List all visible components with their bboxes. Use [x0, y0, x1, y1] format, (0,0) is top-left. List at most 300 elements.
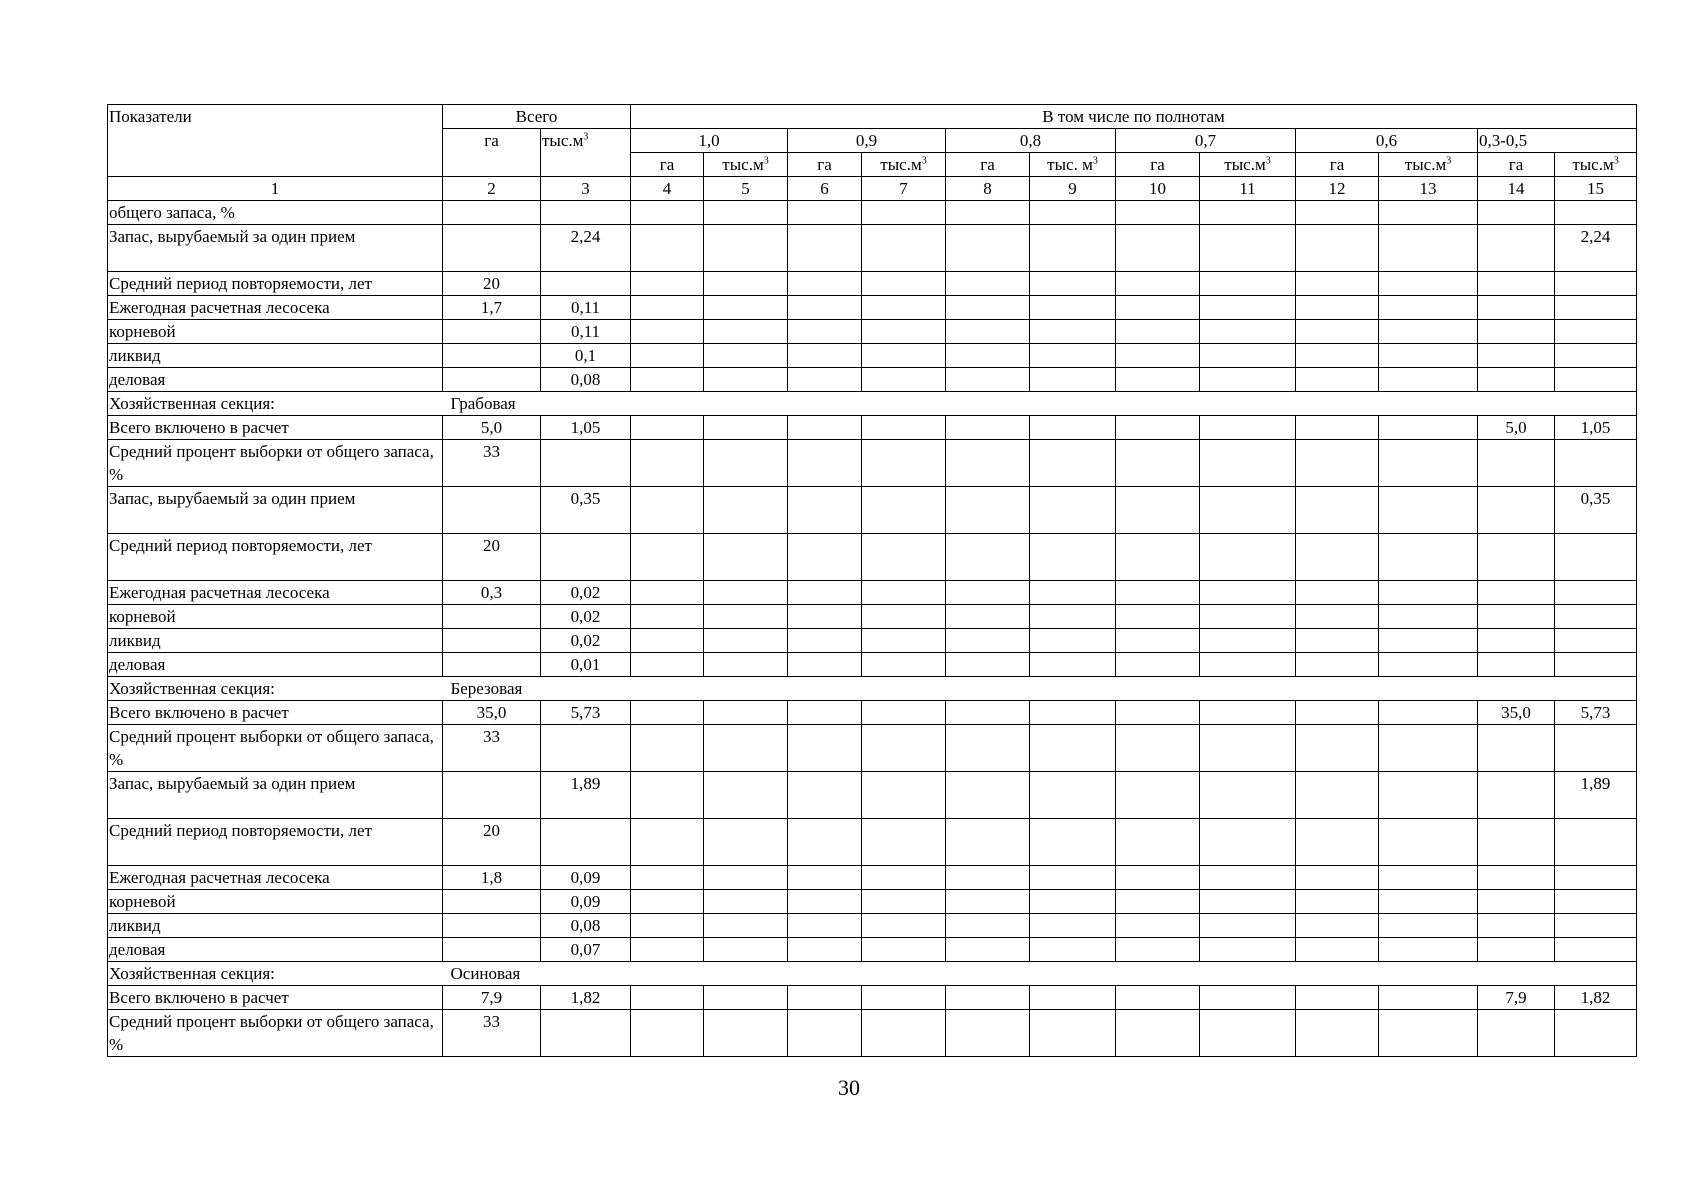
table-cell: 0,1 [541, 344, 631, 368]
table-cell [862, 938, 946, 962]
table-row [108, 581, 1637, 605]
row-label: корневой [108, 605, 443, 629]
table-cell [1200, 605, 1296, 629]
column-number: 8 [946, 177, 1030, 201]
table-cell [631, 225, 704, 272]
table-cell [1555, 201, 1637, 225]
column-number: 12 [1296, 177, 1379, 201]
table-cell [788, 416, 862, 440]
table-row [108, 344, 1637, 368]
table-cell [1478, 272, 1555, 296]
section-name: Осиновая [443, 962, 1637, 986]
table-cell [704, 866, 788, 890]
table-row [108, 1010, 1637, 1057]
table-cell [1379, 819, 1478, 866]
table-cell [704, 296, 788, 320]
table-cell [1116, 296, 1200, 320]
table-cell [1030, 605, 1116, 629]
column-number: 6 [788, 177, 862, 201]
table-cell [862, 819, 946, 866]
table-cell [788, 938, 862, 962]
table-cell [1030, 986, 1116, 1010]
column-number: 4 [631, 177, 704, 201]
table-cell [1379, 938, 1478, 962]
table-cell [862, 581, 946, 605]
table-cell [946, 487, 1030, 534]
table-cell [862, 725, 946, 772]
table-cell [1030, 914, 1116, 938]
table-cell [704, 986, 788, 1010]
table-cell [443, 914, 541, 938]
table-cell [1030, 629, 1116, 653]
table-cell [704, 201, 788, 225]
table-cell [1478, 201, 1555, 225]
table-cell [788, 701, 862, 725]
table-cell [1555, 866, 1637, 890]
table-cell [788, 890, 862, 914]
table-cell [1555, 272, 1637, 296]
table-cell [788, 629, 862, 653]
table-cell [704, 320, 788, 344]
table-cell [1296, 344, 1379, 368]
row-label: деловая [108, 653, 443, 677]
table-cell [631, 819, 704, 866]
table-cell [1296, 440, 1379, 487]
table-row [108, 201, 1637, 225]
table-cell [1478, 725, 1555, 772]
table-cell [631, 890, 704, 914]
table-cell [1379, 320, 1478, 344]
header-unit-ha: га [1296, 153, 1379, 177]
table-cell [704, 1010, 788, 1057]
table-cell [1200, 701, 1296, 725]
table-cell [704, 440, 788, 487]
table-cell [704, 629, 788, 653]
table-cell [862, 272, 946, 296]
table-cell: 0,02 [541, 605, 631, 629]
table-cell [788, 296, 862, 320]
table-cell [1478, 296, 1555, 320]
table-cell: 0,09 [541, 890, 631, 914]
table-cell [541, 440, 631, 487]
table-cell [631, 368, 704, 392]
table-cell [631, 1010, 704, 1057]
column-number-row [108, 177, 1637, 201]
table-cell [1379, 581, 1478, 605]
table-cell: 35,0 [443, 701, 541, 725]
table-cell [1478, 581, 1555, 605]
table-cell [1379, 225, 1478, 272]
table-cell [631, 914, 704, 938]
table-cell [704, 938, 788, 962]
header-unit-ha: га [946, 153, 1030, 177]
table-cell [1200, 320, 1296, 344]
table-cell: 5,0 [1478, 416, 1555, 440]
table-cell [1116, 819, 1200, 866]
table-cell [788, 225, 862, 272]
table-cell [631, 653, 704, 677]
table-cell: 35,0 [1478, 701, 1555, 725]
column-number: 9 [1030, 177, 1116, 201]
row-label: Средний период повторяемости, лет [108, 819, 443, 866]
table-cell [1200, 986, 1296, 1010]
table-row [108, 296, 1637, 320]
table-cell [862, 534, 946, 581]
header-density-2: 0,9 [788, 129, 946, 153]
table-cell: 1,82 [541, 986, 631, 1010]
table-cell [862, 416, 946, 440]
table-cell [1030, 296, 1116, 320]
row-label: корневой [108, 320, 443, 344]
table-row [108, 701, 1637, 725]
table-row [108, 653, 1637, 677]
table-cell: 1,8 [443, 866, 541, 890]
table-cell [1296, 725, 1379, 772]
table-cell [631, 938, 704, 962]
row-label: Ежегодная расчетная лесосека [108, 581, 443, 605]
table-cell [1379, 653, 1478, 677]
table-cell [1030, 581, 1116, 605]
header-total-volume: $тыс.м^3$ [541, 129, 631, 177]
table-cell [862, 914, 946, 938]
table-cell [788, 272, 862, 296]
table-header [108, 105, 1637, 201]
table-cell [443, 653, 541, 677]
table-cell [788, 487, 862, 534]
header-density-4: 0,7 [1116, 129, 1296, 153]
table-cell: 0,08 [541, 914, 631, 938]
row-label: Запас, вырубаемый за один прием [108, 225, 443, 272]
header-unit-volume: $тыс.м^3$ [704, 153, 788, 177]
table-cell: 1,05 [1555, 416, 1637, 440]
table-cell [946, 201, 1030, 225]
table-cell [946, 416, 1030, 440]
table-cell [443, 487, 541, 534]
table-cell [1200, 629, 1296, 653]
table-cell [1200, 772, 1296, 819]
table-cell [1555, 890, 1637, 914]
section-name: Грабовая [443, 392, 1637, 416]
header-unit-ha: га [1116, 153, 1200, 177]
row-label: деловая [108, 938, 443, 962]
table-cell [1379, 440, 1478, 487]
header-unit-ha: га [631, 153, 704, 177]
table-cell [946, 938, 1030, 962]
table-cell [1379, 416, 1478, 440]
table-cell [704, 581, 788, 605]
table-cell: 7,9 [1478, 986, 1555, 1010]
table-cell [1116, 1010, 1200, 1057]
table-cell [788, 368, 862, 392]
table-cell [1116, 772, 1200, 819]
table-cell [1200, 653, 1296, 677]
table-cell [862, 866, 946, 890]
table-cell [1379, 534, 1478, 581]
table-row [108, 487, 1637, 534]
table-cell [631, 201, 704, 225]
table-cell [1030, 653, 1116, 677]
table-cell [1379, 1010, 1478, 1057]
table-cell [1379, 344, 1478, 368]
table-cell [1379, 296, 1478, 320]
section-label: Хозяйственная секция: [108, 392, 443, 416]
table-cell [1555, 819, 1637, 866]
row-label: Средний процент выборки от общего запаса, % [108, 1010, 443, 1057]
table-cell [862, 487, 946, 534]
table-cell [1200, 344, 1296, 368]
table-cell [862, 629, 946, 653]
table-cell [704, 772, 788, 819]
table-cell [631, 701, 704, 725]
table-cell [1379, 890, 1478, 914]
table-cell [1200, 296, 1296, 320]
table-cell [1478, 605, 1555, 629]
table-cell [1116, 629, 1200, 653]
column-number: 3 [541, 177, 631, 201]
table-cell [1296, 605, 1379, 629]
header-unit-volume: тыс. $м^3$ [1030, 153, 1116, 177]
row-label: Средний период повторяемости, лет [108, 534, 443, 581]
section-row [108, 962, 1637, 986]
table-cell [1555, 534, 1637, 581]
table-cell [1200, 938, 1296, 962]
table-cell [1200, 1010, 1296, 1057]
table-cell [704, 416, 788, 440]
row-label: Средний период повторяемости, лет [108, 272, 443, 296]
table-cell [862, 986, 946, 1010]
table-cell [443, 938, 541, 962]
table-cell [704, 225, 788, 272]
row-label: Ежегодная расчетная лесосека [108, 866, 443, 890]
table-row [108, 225, 1637, 272]
table-row [108, 890, 1637, 914]
table-cell: 5,73 [1555, 701, 1637, 725]
table-cell [1030, 201, 1116, 225]
table-cell [1200, 534, 1296, 581]
table-cell [1296, 368, 1379, 392]
table-cell [1200, 725, 1296, 772]
table-cell [1200, 225, 1296, 272]
header-total-ha: га [443, 129, 541, 177]
table-cell [862, 701, 946, 725]
table-cell [1555, 938, 1637, 962]
table-cell [946, 1010, 1030, 1057]
table-cell [788, 320, 862, 344]
table-cell [862, 344, 946, 368]
table-cell [541, 534, 631, 581]
table-row [108, 914, 1637, 938]
table-cell [946, 725, 1030, 772]
table-cell: 1,89 [1555, 772, 1637, 819]
table-cell: 0,35 [1555, 487, 1637, 534]
table-cell [1296, 581, 1379, 605]
table-cell [1379, 701, 1478, 725]
table-cell [1030, 866, 1116, 890]
table-cell [946, 605, 1030, 629]
table-cell [1116, 653, 1200, 677]
table-cell [946, 296, 1030, 320]
header-density-3: 0,8 [946, 129, 1116, 153]
row-label: Ежегодная расчетная лесосека [108, 296, 443, 320]
table-cell: 0,09 [541, 866, 631, 890]
column-number: 7 [862, 177, 946, 201]
table-cell [1116, 701, 1200, 725]
table-cell [1116, 272, 1200, 296]
table-cell [1030, 772, 1116, 819]
table-row [108, 629, 1637, 653]
table-cell [1296, 320, 1379, 344]
table-cell [1200, 440, 1296, 487]
table-cell [1379, 487, 1478, 534]
table-cell [1296, 986, 1379, 1010]
table-cell [1200, 866, 1296, 890]
table-cell [1379, 986, 1478, 1010]
table-cell: 0,35 [541, 487, 631, 534]
table-cell [1478, 440, 1555, 487]
row-label: Средний процент выборки от общего запаса, % [108, 440, 443, 487]
table-cell [443, 320, 541, 344]
row-label: Всего включено в расчет [108, 416, 443, 440]
table-cell [1555, 368, 1637, 392]
forest-calculation-table [107, 104, 1637, 1057]
table-cell [704, 272, 788, 296]
row-label: ликвид [108, 629, 443, 653]
table-row [108, 866, 1637, 890]
table-cell [946, 581, 1030, 605]
table-cell [631, 581, 704, 605]
table-row [108, 605, 1637, 629]
table-cell [1296, 819, 1379, 866]
row-label: общего запаса, % [108, 201, 443, 225]
table-cell [1296, 890, 1379, 914]
table-cell [946, 534, 1030, 581]
table-cell [1200, 368, 1296, 392]
table-cell [1296, 866, 1379, 890]
table-cell [1030, 819, 1116, 866]
table-cell: 1,82 [1555, 986, 1637, 1010]
table-cell [788, 201, 862, 225]
table-row [108, 938, 1637, 962]
table-cell [946, 344, 1030, 368]
table-cell [1379, 272, 1478, 296]
table-cell [1116, 344, 1200, 368]
table-row [108, 725, 1637, 772]
row-label: Запас, вырубаемый за один прием [108, 772, 443, 819]
table-cell [1030, 416, 1116, 440]
table-cell [704, 487, 788, 534]
table-cell [946, 225, 1030, 272]
header-unit-volume: $тыс.м^3$ [1200, 153, 1296, 177]
table-cell [1200, 416, 1296, 440]
table-cell [862, 201, 946, 225]
table-cell [1296, 1010, 1379, 1057]
table-cell [1555, 440, 1637, 487]
table-cell [1478, 487, 1555, 534]
row-label: Всего включено в расчет [108, 986, 443, 1010]
table-cell [946, 320, 1030, 344]
table-cell [1200, 272, 1296, 296]
table-cell [946, 272, 1030, 296]
table-cell [1116, 605, 1200, 629]
table-cell [631, 416, 704, 440]
table-cell [1296, 416, 1379, 440]
table-cell [862, 440, 946, 487]
table-cell [704, 653, 788, 677]
table-cell [1116, 938, 1200, 962]
table-cell [443, 225, 541, 272]
table-cell [1116, 866, 1200, 890]
column-number: 11 [1200, 177, 1296, 201]
table-cell [1555, 914, 1637, 938]
table-cell [443, 629, 541, 653]
table-cell [1030, 440, 1116, 487]
table-cell [1478, 653, 1555, 677]
table-cell [788, 725, 862, 772]
table-cell [1116, 725, 1200, 772]
table-cell [631, 986, 704, 1010]
table-cell [1379, 866, 1478, 890]
table-cell [1030, 1010, 1116, 1057]
table-cell: 5,0 [443, 416, 541, 440]
table-row [108, 772, 1637, 819]
table-cell [704, 534, 788, 581]
table-cell [788, 914, 862, 938]
table-cell [1200, 914, 1296, 938]
table-cell: 20 [443, 534, 541, 581]
section-row [108, 677, 1637, 701]
section-row [108, 392, 1637, 416]
table-cell [1555, 581, 1637, 605]
table-cell [1555, 1010, 1637, 1057]
section-label: Хозяйственная секция: [108, 962, 443, 986]
table-cell [1030, 701, 1116, 725]
table-cell [443, 772, 541, 819]
table-cell [541, 725, 631, 772]
table-cell [946, 629, 1030, 653]
header-unit-volume: $тыс.м^3$ [1379, 153, 1478, 177]
table-cell [1030, 272, 1116, 296]
table-cell: 7,9 [443, 986, 541, 1010]
table-cell: 2,24 [1555, 225, 1637, 272]
table-cell [788, 653, 862, 677]
table-cell [862, 772, 946, 819]
table-cell [862, 368, 946, 392]
header-density-1: 1,0 [631, 129, 788, 153]
table-cell [862, 890, 946, 914]
table-cell [1030, 534, 1116, 581]
table-cell [946, 772, 1030, 819]
table-cell [788, 1010, 862, 1057]
table-cell [704, 725, 788, 772]
table-cell [704, 890, 788, 914]
table-cell [946, 653, 1030, 677]
table-cell [1296, 914, 1379, 938]
row-label: корневой [108, 890, 443, 914]
table-cell [1555, 296, 1637, 320]
column-number: 15 [1555, 177, 1637, 201]
table-cell [1379, 201, 1478, 225]
table-cell: 0,01 [541, 653, 631, 677]
table-cell: 20 [443, 272, 541, 296]
table-cell [788, 581, 862, 605]
table-cell: 0,07 [541, 938, 631, 962]
table-cell [1116, 225, 1200, 272]
table-cell [704, 344, 788, 368]
table-cell [443, 344, 541, 368]
table-cell [1296, 629, 1379, 653]
table-cell [541, 272, 631, 296]
header-including-by-density: В том числе по полнотам [631, 105, 1637, 129]
